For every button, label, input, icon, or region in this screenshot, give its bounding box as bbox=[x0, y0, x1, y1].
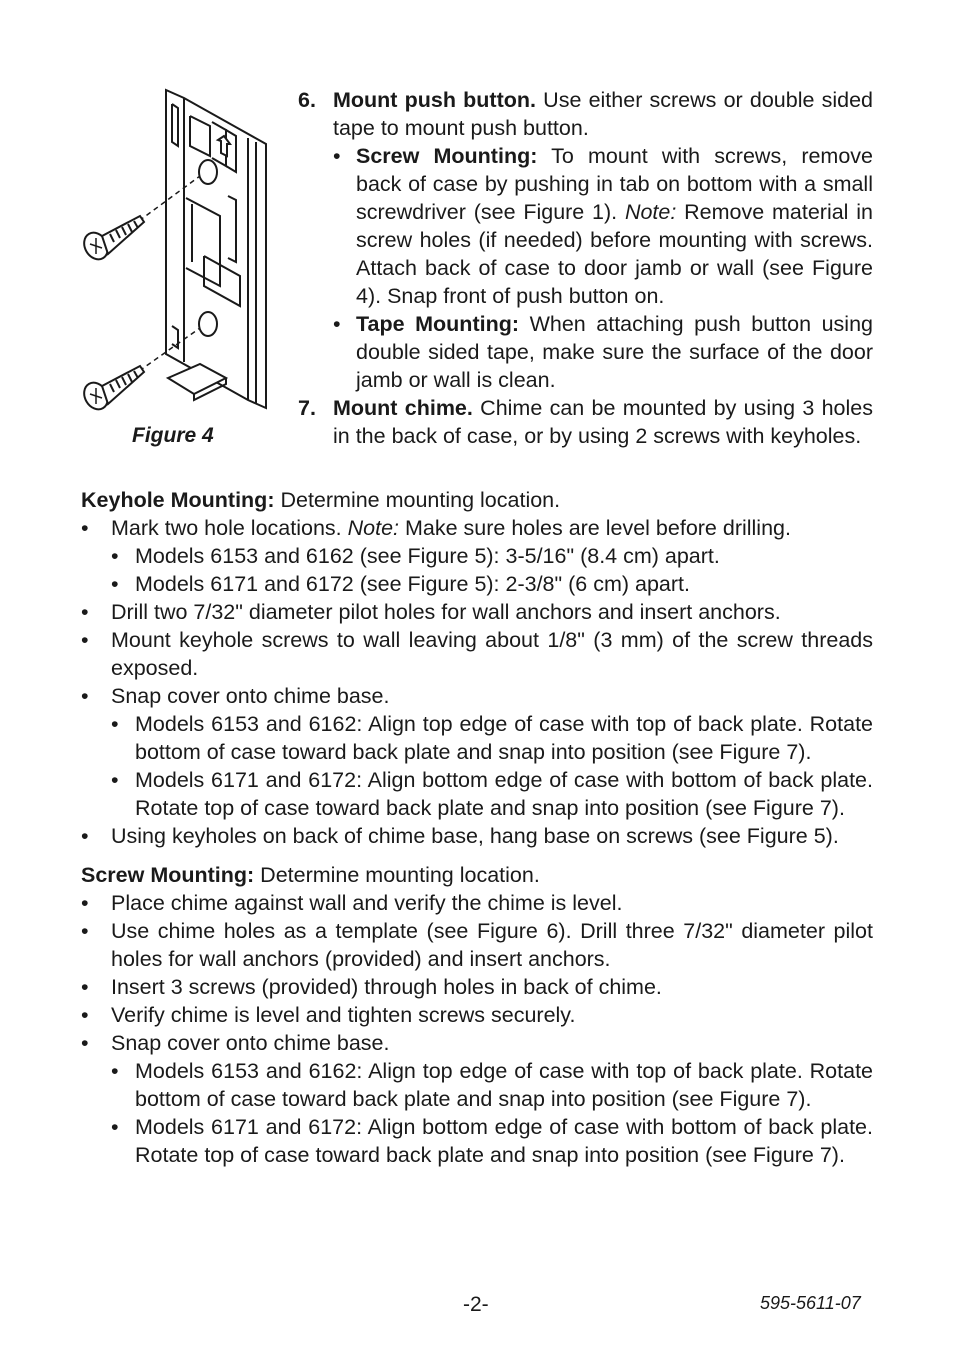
sub-list-item: • Models 6171 and 6172 (see Figure 5): 2-3/8" (6 cm) apart. bbox=[111, 572, 690, 596]
sub-item-tape-mounting: • Tape Mounting: When attaching push button using double sided tape, make sure the surface of the door jamb or wall is clean. bbox=[333, 312, 873, 392]
section-intro: Determine mounting location. bbox=[254, 863, 540, 887]
list-item: • Insert 3 screws (provided) through holes in back of chime. bbox=[81, 975, 662, 999]
sub-item-text: When attaching push button using double sided tape, make sure the surface of the door jamb or wall is clean. bbox=[356, 312, 873, 392]
step-text: Use either screws or double sided tape to mount push button. bbox=[333, 88, 873, 140]
step-6 bbox=[298, 86, 873, 394]
screw-heading-paragraph bbox=[81, 861, 873, 889]
main-body bbox=[81, 486, 873, 1169]
list-item: • Mark two hole locations. Note: Make sure holes are level before drilling. bbox=[81, 516, 791, 540]
figure-4-illustration bbox=[80, 86, 280, 456]
figure-caption: Figure 4 bbox=[132, 424, 214, 447]
list-item: • Use chime holes as a template (see Figure 6). Drill three 7/32" diameter pilot holes for wall anchors (provided) and insert anchors. bbox=[81, 919, 873, 971]
list-item: • Using keyholes on back of chime base, hang base on screws (see Figure 5). bbox=[81, 824, 839, 848]
sub-item-text: Remove material in screw holes (if needed) before mounting with screws. Attach back of case to door jamb or wall (see Figure 4). Snap front of push button on. bbox=[356, 200, 873, 308]
sub-list-item: • Models 6153 and 6162: Align top edge of case with top of back plate. Rotate bottom of case toward back plate and snap into position (see Figure 7). bbox=[111, 1059, 873, 1111]
note-label: Note: bbox=[624, 200, 677, 224]
list-item: • Drill two 7/32" diameter pilot holes for wall anchors and insert anchors. bbox=[81, 600, 781, 624]
section-heading: Screw Mounting: bbox=[81, 863, 255, 887]
sub-item-title: Screw Mounting: bbox=[356, 144, 538, 168]
step-title: Mount chime. bbox=[333, 396, 473, 420]
push-button-back-case-drawing bbox=[80, 86, 280, 426]
sub-item-screw-mounting: • Screw Mounting: To mount with screws, remove back of case by pushing in tab on bottom with a small screwdriver (see Figure 1). Note: Remove material in screw holes (if needed) before mounting with screws. Attach back of case to door jamb or wall (see Figure 4). Snap front of push button on. bbox=[333, 144, 874, 308]
step-title: Mount push button. bbox=[333, 88, 536, 112]
list-item: • Snap cover onto chime base. bbox=[81, 1031, 390, 1055]
section-heading: Keyhole Mounting: bbox=[81, 488, 275, 512]
note-label: Note: bbox=[347, 516, 399, 540]
page-number: -2- bbox=[463, 1293, 489, 1316]
step-number: 6. bbox=[298, 88, 316, 112]
sub-list-item: • Models 6153 and 6162: Align top edge of case with top of back plate. Rotate bottom of case toward back plate and snap into position (see Figure 7). bbox=[111, 712, 873, 764]
sub-list-item: • Models 6153 and 6162 (see Figure 5): 3-5/16" (8.4 cm) apart. bbox=[111, 544, 720, 568]
list-item: • Verify chime is level and tighten screws securely. bbox=[81, 1003, 576, 1027]
sub-list-item: • Models 6171 and 6172: Align bottom edge of case with bottom of back plate. Rotate top of case toward back plate and snap into position (see Figure 7). bbox=[111, 768, 873, 820]
step-number: 7. bbox=[298, 396, 316, 420]
list-item: • Mount keyhole screws to wall leaving about 1/8" (3 mm) of the screw threads exposed. bbox=[81, 628, 873, 680]
keyhole-heading-paragraph bbox=[81, 486, 873, 514]
step-text: Chime can be mounted by using 3 holes in the back of case, or by using 2 screws with keyholes. bbox=[333, 396, 873, 448]
sub-list-item: • Models 6171 and 6172: Align bottom edge of case with bottom of back plate. Rotate top of case toward back plate and snap into position (see Figure 7). bbox=[111, 1115, 873, 1167]
numbered-steps bbox=[298, 86, 873, 450]
list-item: • Snap cover onto chime base. bbox=[81, 684, 390, 708]
step-7 bbox=[298, 394, 873, 450]
document-number: 595-5611-07 bbox=[760, 1293, 861, 1313]
list-item: • Place chime against wall and verify the chime is level. bbox=[81, 891, 623, 915]
section-intro: Determine mounting location. bbox=[274, 488, 561, 512]
sub-item-text: To mount with screws, remove back of case by pushing in tab on bottom with a small screwdriver (see Figure 1). bbox=[356, 144, 874, 224]
sub-item-title: Tape Mounting: bbox=[356, 312, 520, 336]
